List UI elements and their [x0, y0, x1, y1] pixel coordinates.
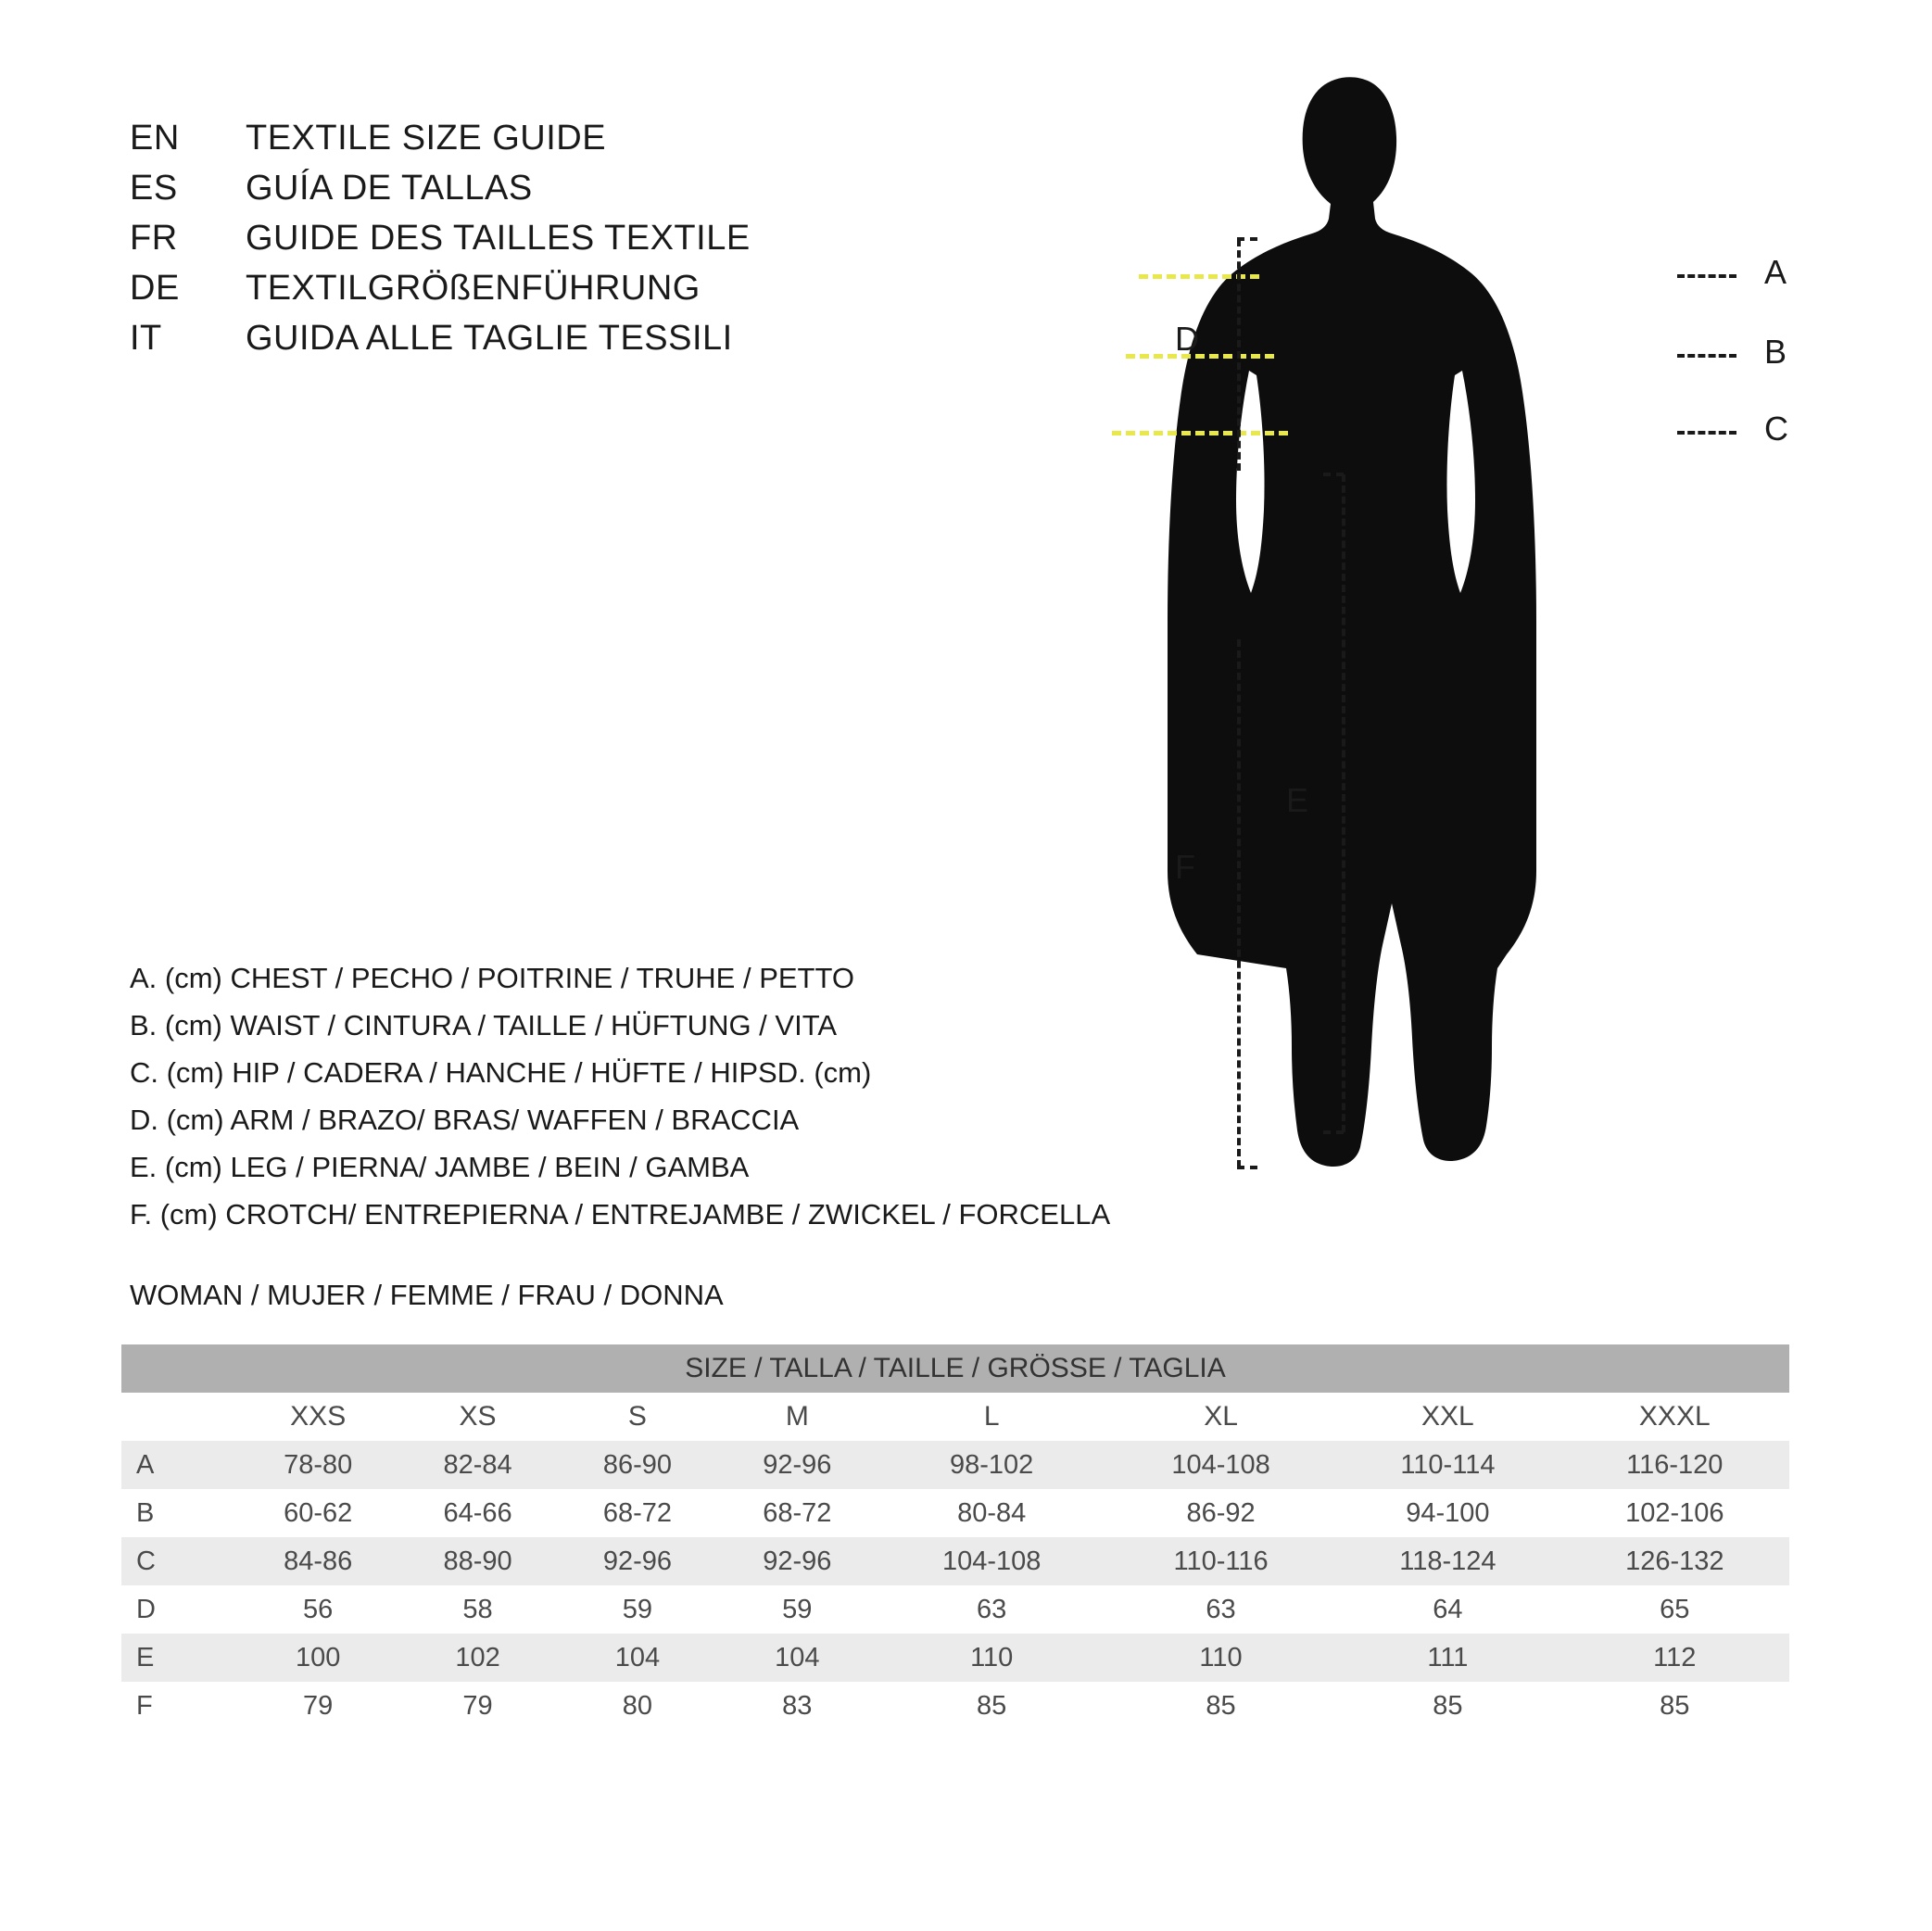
cell-f-xl: 85 [1206, 1690, 1236, 1721]
cell-e-xl: 110 [1106, 1634, 1335, 1682]
cell-f-s: 80 [622, 1690, 653, 1721]
legend-item-e: E. (cm) LEG / PIERNA/ JAMBE / BEIN / GAMBA [130, 1151, 750, 1183]
group-title: WOMAN / MUJER / FEMME / FRAU / DONNA [130, 1279, 724, 1311]
cell-f-xs: 79 [462, 1690, 493, 1721]
cell-e-xxxl: 112 [1560, 1634, 1789, 1682]
cell-d-xxl: 64 [1433, 1594, 1463, 1624]
leg-bracket-line [1342, 474, 1345, 1132]
cell-a-xxs: 78-80 [238, 1441, 398, 1489]
cell-e-m: 104 [717, 1634, 877, 1682]
row-key-d: D [136, 1594, 156, 1624]
legend-item-b: B. (cm) WAIST / CINTURA / TAILLE / HÜFTUNG / VITA [130, 1009, 838, 1041]
cell-c-xxxl: 126-132 [1560, 1537, 1789, 1585]
cell-d-s: 59 [622, 1594, 653, 1624]
cell-e-s: 104 [558, 1634, 717, 1682]
cell-b-xxxl: 102-106 [1625, 1497, 1724, 1528]
title-lang-fr: FR [130, 219, 178, 258]
cell-b-xxs: 60-62 [284, 1497, 353, 1528]
waist-measure-line [1126, 354, 1274, 359]
cell-f-xxl: 85 [1433, 1690, 1463, 1721]
cell-a-m: 92-96 [717, 1441, 877, 1489]
cell-c-xl: 110-116 [1106, 1537, 1335, 1585]
title-row-de [130, 269, 890, 319]
cell-d-xl: 63 [1206, 1594, 1236, 1624]
legend-item-a: A. (cm) CHEST / PECHO / POITRINE / TRUHE / PETTO [130, 962, 854, 994]
table-column-headers [121, 1393, 1789, 1441]
table-band-label: SIZE / TALLA / TAILLE / GRÖSSE / TAGLIA [121, 1344, 1789, 1393]
body-measurement-diagram [1140, 65, 1918, 1205]
cell-a-xxl: 110-114 [1335, 1441, 1559, 1489]
col-xs: XS [398, 1393, 557, 1441]
cell-c-m: 92-96 [717, 1537, 877, 1585]
cell-f-xxs: 79 [303, 1690, 334, 1721]
legend-item-f: F. (cm) CROTCH/ ENTREPIERNA / ENTREJAMBE / ZWICKEL / FORCELLA [130, 1198, 1111, 1231]
cell-f-xxxl: 85 [1660, 1690, 1690, 1721]
cell-b-m: 68-72 [763, 1497, 832, 1528]
col-xl: XL [1106, 1393, 1335, 1441]
row-key-e: E [121, 1634, 238, 1682]
title-text-en: TEXTILE SIZE GUIDE [246, 119, 607, 158]
cell-b-xs: 64-66 [443, 1497, 512, 1528]
title-lang-it: IT [130, 319, 162, 358]
label-c: C [1764, 410, 1788, 448]
waist-leader-line [1677, 354, 1736, 358]
label-d: D [1175, 320, 1199, 358]
legend-item-c: C. (cm) HIP / CADERA / HANCHE / HÜFTE / HIPSD. (cm) [130, 1056, 872, 1089]
cell-b-xxl: 94-100 [1406, 1497, 1490, 1528]
row-key-c: C [121, 1537, 238, 1585]
cell-f-l: 85 [977, 1690, 1007, 1721]
figure-svg [1140, 65, 1918, 1205]
col-l: L [878, 1393, 1106, 1441]
title-row-es [130, 169, 890, 219]
table-row [121, 1682, 1789, 1730]
title-text-es: GUÍA DE TALLAS [246, 169, 533, 208]
cell-c-s: 92-96 [558, 1537, 717, 1585]
row-key-f: F [136, 1690, 153, 1721]
title-lang-es: ES [130, 169, 178, 208]
cell-d-xxxl: 65 [1660, 1594, 1690, 1624]
arm-bracket-cap-top [1237, 237, 1257, 241]
title-text-it: GUIDA ALLE TAGLIE TESSILI [246, 319, 733, 358]
legend-block [130, 954, 1242, 1238]
table-row [121, 1585, 1789, 1634]
title-lang-de: DE [130, 269, 180, 308]
cell-e-l: 110 [878, 1634, 1106, 1682]
arm-bracket-line [1237, 239, 1241, 471]
cell-d-l: 63 [977, 1594, 1007, 1624]
cell-a-xs: 82-84 [398, 1441, 557, 1489]
hip-measure-line [1112, 431, 1288, 435]
col-corner [121, 1393, 238, 1441]
chest-leader-line [1677, 274, 1736, 278]
cell-d-m: 59 [782, 1594, 813, 1624]
cell-e-xs: 102 [398, 1634, 557, 1682]
table-row [121, 1634, 1789, 1682]
cell-c-xs: 88-90 [398, 1537, 557, 1585]
col-s: S [558, 1393, 717, 1441]
title-block [130, 119, 890, 369]
cell-a-l: 98-102 [878, 1441, 1106, 1489]
label-f: F [1175, 848, 1195, 886]
cell-b-s: 68-72 [602, 1497, 673, 1528]
table-header-band [121, 1344, 1789, 1393]
cell-a-xxxl: 116-120 [1560, 1441, 1789, 1489]
cell-c-xxs: 84-86 [238, 1537, 398, 1585]
chest-measure-line [1139, 274, 1259, 279]
col-xxxl: XXXL [1560, 1393, 1789, 1441]
cell-b-xl: 86-92 [1186, 1497, 1256, 1528]
cell-b-l: 80-84 [957, 1497, 1027, 1528]
size-table [121, 1344, 1789, 1730]
cell-a-s: 86-90 [558, 1441, 717, 1489]
hip-leader-line [1677, 431, 1736, 435]
title-row-en [130, 119, 890, 169]
leg-bracket-cap-bottom [1323, 1130, 1344, 1134]
col-xxs: XXS [238, 1393, 398, 1441]
cell-d-xxs: 56 [303, 1594, 334, 1624]
title-text-fr: GUIDE DES TAILLES TEXTILE [246, 219, 751, 258]
title-lang-en: EN [130, 119, 180, 158]
label-b: B [1764, 333, 1787, 371]
label-a: A [1764, 253, 1787, 291]
cell-e-xxs: 100 [238, 1634, 398, 1682]
cell-c-xxl: 118-124 [1335, 1537, 1559, 1585]
cell-a-xl: 104-108 [1106, 1441, 1335, 1489]
title-row-fr [130, 219, 890, 269]
leg-bracket-cap-top [1323, 473, 1344, 476]
row-key-b: B [136, 1497, 155, 1528]
col-m: M [717, 1393, 877, 1441]
cell-c-l: 104-108 [878, 1537, 1106, 1585]
cell-e-xxl: 111 [1335, 1634, 1559, 1682]
col-xxl: XXL [1335, 1393, 1559, 1441]
cell-d-xs: 58 [462, 1594, 493, 1624]
table-row [121, 1537, 1789, 1585]
legend-item-d: D. (cm) ARM / BRAZO/ BRAS/ WAFFEN / BRACCIA [130, 1104, 800, 1136]
label-e: E [1286, 781, 1309, 819]
table-row [121, 1489, 1789, 1537]
cell-f-m: 83 [782, 1690, 813, 1721]
title-text-de: TEXTILGRÖßENFÜHRUNG [246, 269, 701, 308]
row-key-a: A [121, 1441, 238, 1489]
title-row-it [130, 319, 890, 369]
table-row [121, 1441, 1789, 1489]
